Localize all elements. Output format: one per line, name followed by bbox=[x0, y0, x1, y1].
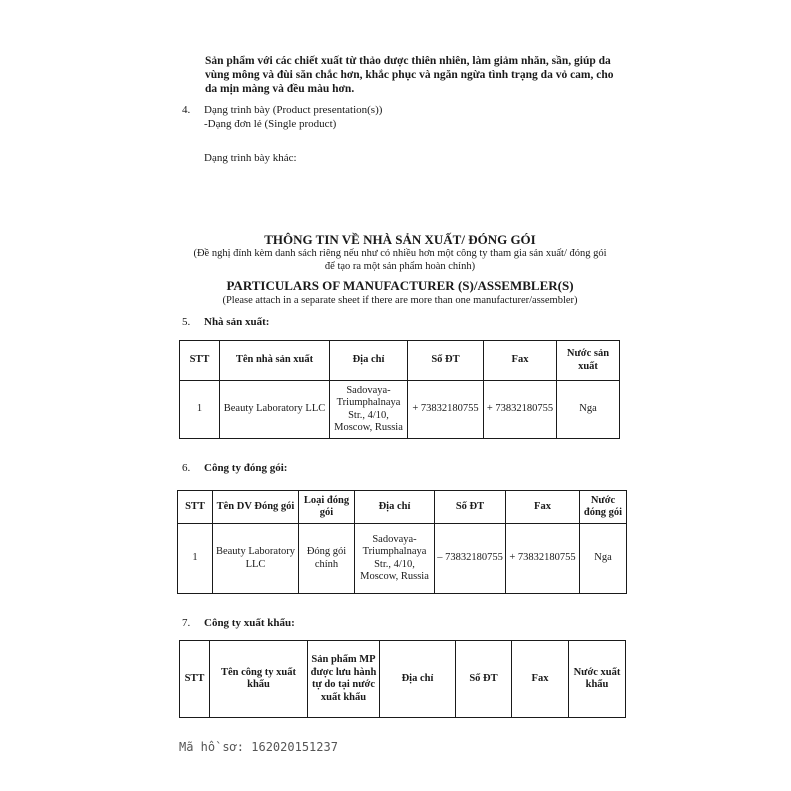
header-cell: Tên công ty xuất khẩu bbox=[210, 641, 308, 718]
table-cell: 1 bbox=[178, 524, 213, 594]
section5-title: Nhà sản xuất: bbox=[204, 316, 270, 328]
table-cell: – 73832180755 bbox=[435, 524, 506, 594]
section7-number: 7. bbox=[182, 617, 191, 629]
header-cell: Số ĐT bbox=[456, 641, 512, 718]
table-row bbox=[180, 381, 620, 439]
header-cell: Nước xuất khẩu bbox=[569, 641, 626, 718]
section7-title: Công ty xuất khẩu: bbox=[204, 617, 295, 629]
header-cell: Fax bbox=[484, 341, 557, 381]
table-cell: + 73832180755 bbox=[506, 524, 580, 594]
table-cell: Sadovaya-Triumphalnaya Str., 4/10, Moscow, Russia bbox=[355, 524, 435, 594]
section4-title: Dạng trình bày (Product presentation(s)) bbox=[204, 104, 383, 116]
header-cell: Nước sản xuất bbox=[557, 341, 620, 381]
table-cell: Nga bbox=[557, 381, 620, 439]
table-cell: Nga bbox=[580, 524, 627, 594]
packager-table bbox=[177, 490, 627, 594]
section4-item: -Dạng đơn lẻ (Single product) bbox=[204, 118, 337, 130]
header-cell: Số ĐT bbox=[435, 491, 506, 524]
table-header-row bbox=[180, 641, 626, 718]
section5-number: 5. bbox=[182, 316, 191, 328]
section6-number: 6. bbox=[182, 462, 191, 474]
section6-title: Công ty đóng gói: bbox=[204, 462, 288, 474]
header-cell: Số ĐT bbox=[408, 341, 484, 381]
file-code: Mã hồ sơ: 162020151237 bbox=[179, 740, 338, 754]
table-cell: Beauty Laboratory LLC bbox=[213, 524, 299, 594]
intro-paragraph: Sản phẩm với các chiết xuất từ thảo dược thiên nhiên, làm giảm nhăn, sần, giúp da vùng mông và đùi săn chắc hơn, khắc phục và ngăn ngừa tình trạng da vỏ cam, cho da mịn màng và đều màu hơn. bbox=[205, 55, 614, 95]
table-cell: Sadovaya-Triumphalnaya Str., 4/10, Moscow, Russia bbox=[330, 381, 408, 439]
manufacturer-table bbox=[179, 340, 620, 439]
manufacturer-title-vi: THÔNG TIN VỀ NHÀ SẢN XUẤT/ ĐÓNG GÓI bbox=[264, 232, 536, 247]
table-cell: + 73832180755 bbox=[408, 381, 484, 439]
header-cell: Địa chỉ bbox=[330, 341, 408, 381]
table-cell: + 73832180755 bbox=[484, 381, 557, 439]
header-cell: Fax bbox=[512, 641, 569, 718]
header-cell: STT bbox=[178, 491, 213, 524]
header-cell: STT bbox=[180, 341, 220, 381]
header-cell: STT bbox=[180, 641, 210, 718]
table-cell: 1 bbox=[180, 381, 220, 439]
header-cell: Địa chỉ bbox=[355, 491, 435, 524]
section4-number: 4. bbox=[182, 104, 191, 116]
exporter-table bbox=[179, 640, 626, 718]
manufacturer-title-en: PARTICULARS OF MANUFACTURER (S)/ASSEMBLER(S) bbox=[226, 278, 574, 293]
header-cell: Sản phẩm MP được lưu hành tự do tại nước xuất khẩu bbox=[308, 641, 380, 718]
manufacturer-note-vi: (Đề nghị đính kèm danh sách riêng nếu như có nhiều hơn một công ty tham gia sản xuất/ đóng gói để tạo ra một sản phẩm hoàn chỉnh) bbox=[193, 248, 607, 272]
header-cell: Fax bbox=[506, 491, 580, 524]
manufacturer-note-en: (Please attach in a separate sheet if there are more than one manufacturer/assembler) bbox=[222, 295, 578, 306]
header-cell: Tên nhà sản xuất bbox=[220, 341, 330, 381]
table-header-row bbox=[178, 491, 627, 524]
header-cell: Nước đóng gói bbox=[580, 491, 627, 524]
header-cell: Địa chỉ bbox=[380, 641, 456, 718]
header-cell: Loại đóng gói bbox=[299, 491, 355, 524]
table-cell: Đóng gói chính bbox=[299, 524, 355, 594]
table-row bbox=[178, 524, 627, 594]
section4-other: Dạng trình bày khác: bbox=[204, 152, 297, 164]
header-cell: Tên DV Đóng gói bbox=[213, 491, 299, 524]
table-cell: Beauty Laboratory LLC bbox=[220, 381, 330, 439]
table-header-row bbox=[180, 341, 620, 381]
